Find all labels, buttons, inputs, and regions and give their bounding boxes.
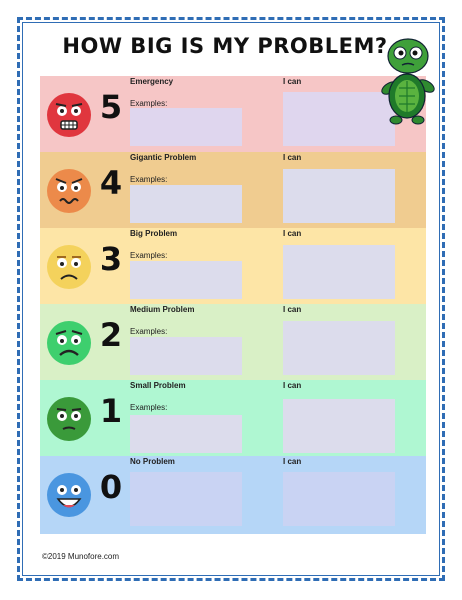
problem-row-1 — [40, 380, 426, 456]
ican-label: I can — [283, 77, 302, 86]
problem-label: Big Problem — [130, 229, 178, 238]
ican-label: I can — [283, 457, 302, 466]
turtle-mascot-icon — [372, 36, 442, 128]
ican-box[interactable] — [283, 472, 395, 526]
problem-row-3 — [40, 228, 426, 304]
examples-label: Examples: — [130, 327, 168, 336]
page-title: HOW BIG IS MY PROBLEM? — [62, 34, 388, 58]
examples-label: Examples: — [130, 99, 168, 108]
ican-label: I can — [283, 153, 302, 162]
examples-label: Examples: — [130, 403, 168, 412]
sad-face-icon — [46, 320, 92, 366]
ican-box[interactable] — [283, 399, 395, 453]
worried-face-icon — [46, 168, 92, 214]
examples-box[interactable] — [130, 185, 242, 223]
problem-label: Small Problem — [130, 381, 186, 390]
ican-label: I can — [283, 381, 302, 390]
problem-label: Emergency — [130, 77, 174, 86]
examples-box[interactable] — [130, 337, 242, 375]
scared-face-icon — [46, 92, 92, 138]
level-number: 4 — [99, 164, 123, 202]
problem-label: Medium Problem — [130, 305, 195, 314]
examples-box[interactable] — [130, 108, 242, 146]
level-number: 2 — [99, 316, 123, 354]
examples-label: Examples: — [130, 175, 168, 184]
level-number: 3 — [99, 240, 123, 278]
level-number: 5 — [99, 88, 123, 126]
copyright-footer: ©2019 Munofore.com — [42, 552, 120, 561]
frowning-face-icon — [46, 244, 92, 290]
examples-label: Examples: — [130, 251, 168, 260]
examples-box[interactable] — [130, 261, 242, 299]
ican-label: I can — [283, 305, 302, 314]
problem-row-5 — [40, 76, 426, 152]
problem-label: Gigantic Problem — [130, 153, 197, 162]
neutral-face-icon — [46, 396, 92, 442]
ican-label: I can — [283, 229, 302, 238]
level-number: 1 — [99, 392, 123, 430]
problem-row-0 — [40, 456, 426, 534]
happy-face-icon — [46, 472, 92, 518]
ican-box[interactable] — [283, 245, 395, 299]
examples-box[interactable] — [130, 472, 242, 526]
examples-box[interactable] — [130, 415, 242, 453]
ican-box[interactable] — [283, 321, 395, 375]
problem-row-2 — [40, 304, 426, 380]
problem-label: No Problem — [130, 457, 175, 466]
problem-row-4 — [40, 152, 426, 228]
ican-box[interactable] — [283, 169, 395, 223]
level-number: 0 — [99, 468, 123, 506]
